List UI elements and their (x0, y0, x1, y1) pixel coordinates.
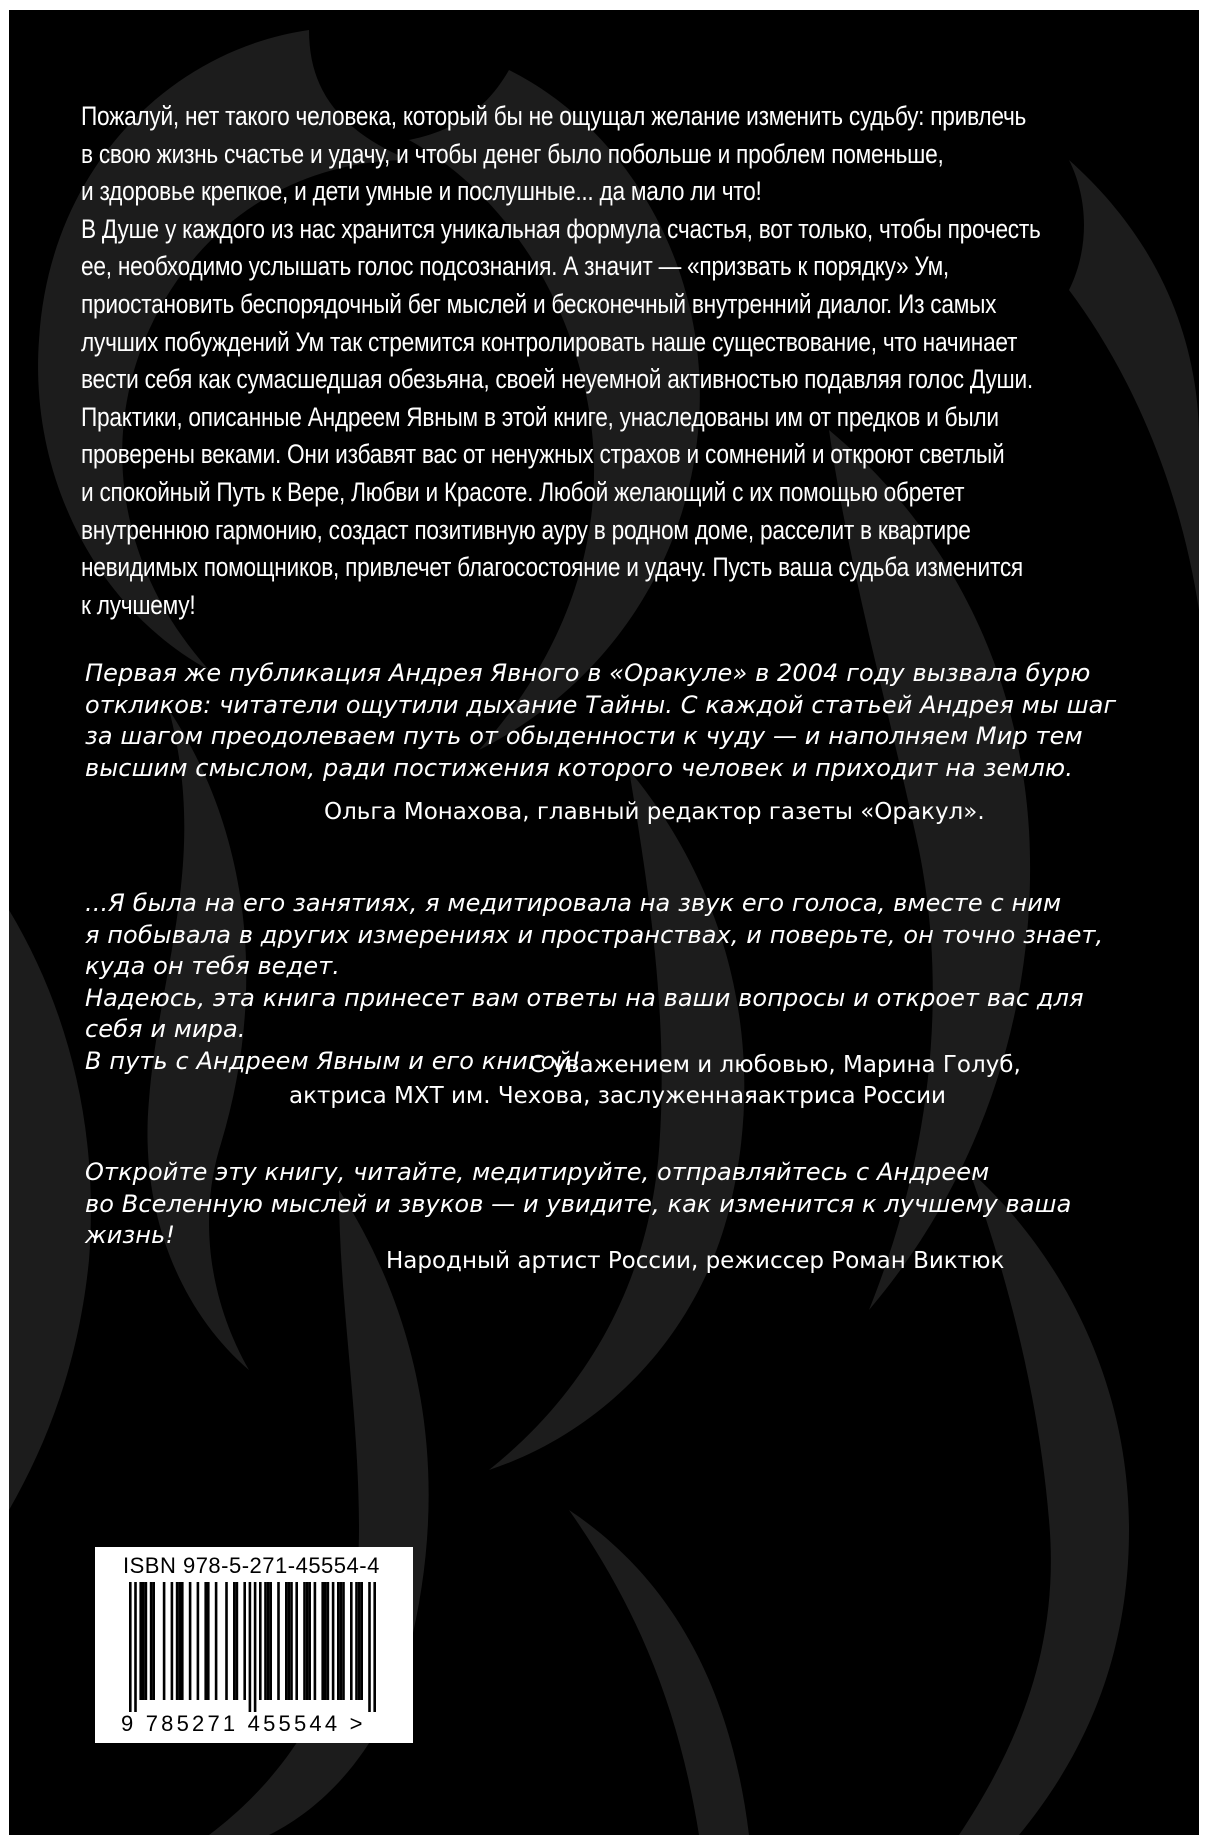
barcode-bar (264, 1582, 267, 1700)
author-line: Ольга Монахова, главный редактор газеты «Оракул». (324, 799, 985, 825)
barcode-bar (134, 1582, 137, 1712)
barcode-bar (259, 1582, 262, 1700)
barcode-bar (249, 1582, 252, 1712)
author-line: актриса МХТ им. Чехова, заслуженнаяактриса России (289, 1083, 947, 1109)
barcode-bar (332, 1582, 335, 1700)
quote-line: во Вселенную мыслей и звуков — и увидите, как изменится к лучшему ваша (85, 1189, 1072, 1218)
quote-line: откликов: читатели ощутили дыхание Тайны. С каждой статьей Андрея мы шаг (85, 690, 1117, 719)
quote-block-monakhova (85, 658, 1116, 784)
barcode-bar (308, 1582, 311, 1700)
annotation-line: и спокойный Путь к Вере, Любви и Красоте. Любой желающий с их помощью обретет (81, 476, 965, 507)
barcode-digits: 9 785271 455544 > (121, 1711, 366, 1736)
quote-line: Откройте эту книгу, читайте, медитируйте, отправляйтесь с Андреем (85, 1158, 990, 1186)
barcode-bar (373, 1582, 376, 1712)
barcode-bar (215, 1582, 218, 1700)
quote-line: за шагом преодолеваем путь от обыденности к чуду — и наполняем Мир тем (85, 722, 1083, 750)
annotation-line: В Душе у каждого из нас хранится уникальная формула счастья, вот только, чтобы прочесть (81, 213, 1041, 244)
quote-line: В путь с Андреем Явным и его книгой! (85, 1046, 581, 1075)
barcode-bar (267, 1582, 270, 1700)
barcode-bar (145, 1582, 148, 1700)
barcode-bar (303, 1582, 306, 1700)
annotation-line: лучших побуждений Ум так стремится контролировать наше существование, что начинает (81, 326, 1018, 357)
barcode-bar (181, 1582, 184, 1700)
annotation-line: ее, необходимо услышать голос подсознания. А значит — «призвать к порядку» Ум, (81, 251, 949, 282)
barcode-bar (142, 1582, 145, 1700)
barcode-bar (171, 1582, 174, 1700)
barcode-bar (350, 1582, 353, 1700)
quote-block-viktyuk (85, 1157, 1071, 1252)
barcode-bar (324, 1582, 327, 1700)
annotation-line: к лучшему! (81, 589, 196, 620)
barcode-bar (285, 1582, 288, 1700)
quote-line: я побывала в других измерениях и пространствах, и поверьте, он точно знает, (85, 920, 1104, 949)
barcode-bar (150, 1582, 153, 1700)
barcode-bar (340, 1582, 343, 1700)
quote-line: высшим смыслом, ради постижения которого человек и приходит на землю. (85, 753, 1073, 782)
barcode-bar (204, 1582, 207, 1700)
isbn-barcode-label (95, 1547, 413, 1743)
barcode-bar (277, 1582, 280, 1700)
barcode-bar (236, 1582, 239, 1700)
barcode-bar (176, 1582, 179, 1700)
isbn-number: ISBN 978-5-271-45554-4 (123, 1553, 380, 1578)
author-line: С уважением и любовью, Марина Голуб, (529, 1052, 1021, 1078)
barcode-bar (342, 1582, 345, 1700)
quote-block-golub (85, 888, 1103, 1077)
barcode-bar (254, 1582, 257, 1712)
barcode-bar (129, 1582, 132, 1712)
annotation-line: приостановить беспорядочный бег мыслей и бесконечный внутренний диалог. Из самых (81, 288, 997, 319)
barcode-bar (152, 1582, 155, 1700)
barcode-bar (360, 1582, 363, 1700)
annotation-line: внутреннюю гармонию, создаст позитивную ауру в родном доме, расселит в квартире (81, 514, 971, 545)
annotation-line: проверены веками. Они избавят вас от ненужных страхов и сомнений и откроют светлый (81, 439, 1005, 470)
quote-line: Первая же публикация Андрея Явного в «Оракуле» в 2004 году вызвала бурю (85, 659, 1091, 687)
back-cover (9, 10, 1199, 1835)
author-line: Народный артист России, режиссер Роман Виктюк (386, 1248, 1005, 1274)
barcode-bar (355, 1582, 358, 1700)
barcode-bar (321, 1582, 324, 1700)
barcode-bar (368, 1582, 371, 1712)
barcode-bar (358, 1582, 361, 1700)
barcode-bar (337, 1582, 340, 1700)
barcode-bar (189, 1582, 192, 1700)
quote-line: ...Я была на его занятиях, я медитировала на звук его голоса, вместе с ним (85, 889, 1062, 917)
barcode-bar (197, 1582, 200, 1700)
annotation-line: в свою жизнь счастье и удачу, и чтобы денег было побольше и проблем поменьше, (81, 138, 944, 169)
barcode-bar (288, 1582, 291, 1700)
barcode-bar (139, 1582, 142, 1700)
barcode-bar (163, 1582, 166, 1700)
book-annotation (81, 98, 1041, 624)
barcode-bar (314, 1582, 317, 1700)
annotation-line: невидимых помощников, привлечет благосостояние и удачу. Пусть ваша судьба изменится (81, 552, 1023, 583)
barcode-bar (207, 1582, 210, 1700)
barcode-bar (225, 1582, 228, 1700)
quote-line: жизнь! (85, 1221, 176, 1249)
annotation-line: и здоровье крепкое, и дети умные и послушные... да мало ли что! (81, 176, 762, 207)
barcode-bar (306, 1582, 309, 1700)
quote-line: куда он тебя ведет. (85, 952, 341, 980)
barcode-bar (233, 1582, 236, 1700)
barcode-bar (243, 1582, 246, 1700)
barcode-bar (178, 1582, 181, 1700)
barcode-bar (269, 1582, 272, 1700)
barcode-bars (117, 1582, 389, 1712)
annotation-line: Практики, описанные Андреем Явным в этой книге, унаследованы им от предков и были (81, 401, 999, 432)
annotation-line: Пожалуй, нет такого человека, который бы не ощущал желание изменить судьбу: привлечь (81, 101, 1027, 131)
quote-line: Надеюсь, эта книга принесет вам ответы на ваши вопросы и откроет вас для (85, 983, 1084, 1012)
quote-author-monakhova (324, 797, 985, 828)
quote-line: себя и мира. (85, 1015, 246, 1043)
barcode-bar (327, 1582, 330, 1700)
annotation-line: вести себя как сумасшедшая обезьяна, своей неуемной активностью подавляя голос Души. (81, 364, 1033, 395)
quote-author-viktyuk (386, 1246, 1004, 1277)
barcode-bar (295, 1582, 298, 1700)
barcode-bar (290, 1582, 293, 1700)
